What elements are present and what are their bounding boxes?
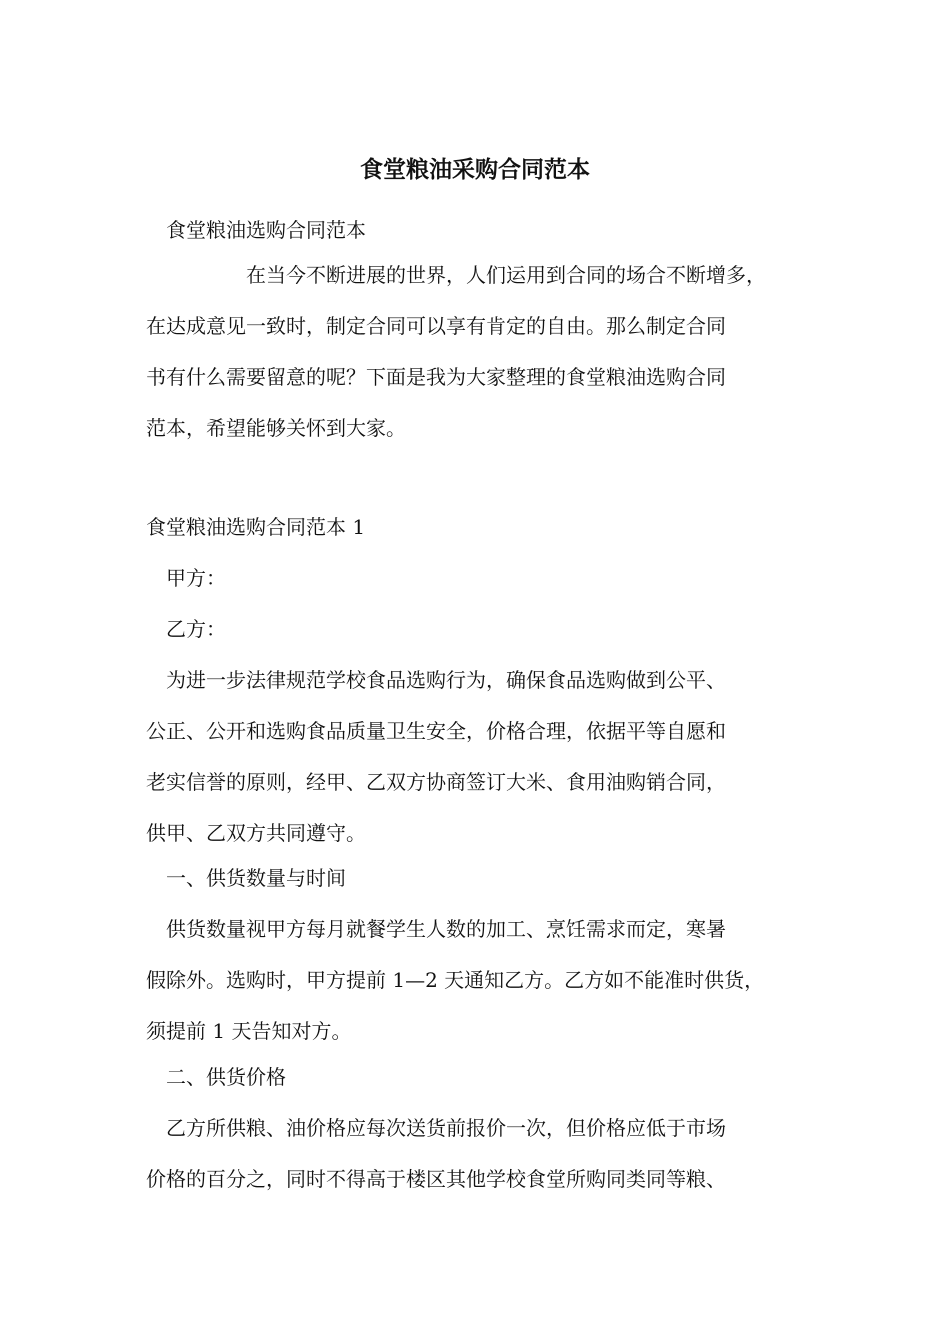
- clause-1-line-1: 供货数量视甲方每月就餐学生人数的加工、烹饪需求而定，寒暑: [166, 917, 726, 941]
- document-subtitle: 食堂粮油选购合同范本: [166, 218, 366, 242]
- preamble-line-3: 老实信誉的原则，经甲、乙双方协商签订大米、食用油购销合同，: [146, 770, 726, 794]
- clause-2-line-2: 价格的百分之，同时不得高于楼区其他学校食堂所购同类同等粮、: [146, 1167, 726, 1191]
- section-heading: 食堂粮油选购合同范本 1: [146, 515, 366, 539]
- clause-2-heading: 二、供货价格: [166, 1065, 286, 1089]
- intro-line-2: 在达成意见一致时，制定合同可以享有肯定的自由。那么制定合同: [146, 314, 726, 338]
- clause-1-heading: 一、供货数量与时间: [166, 866, 346, 890]
- clause-2-line-1: 乙方所供粮、油价格应每次送货前报价一次，但价格应低于市场: [166, 1116, 726, 1140]
- document-title: 食堂粮油采购合同范本: [360, 157, 590, 183]
- clause-1-line-3: 须提前 1 天告知对方。: [146, 1019, 352, 1043]
- clause-1-line-2: 假除外。选购时，甲方提前 1—2 天通知乙方。乙方如不能准时供货，: [146, 968, 765, 992]
- intro-line-3: 书有什么需要留意的呢？下面是我为大家整理的食堂粮油选购合同: [146, 365, 726, 389]
- preamble-line-4: 供甲、乙双方共同遵守。: [146, 821, 366, 845]
- party-b-label: 乙方：: [166, 617, 226, 641]
- intro-line-4: 范本，希望能够关怀到大家。: [146, 416, 406, 440]
- preamble-line-2: 公正、公开和选购食品质量卫生安全，价格合理，依据平等自愿和: [146, 719, 726, 743]
- preamble-line-1: 为进一步法律规范学校食品选购行为，确保食品选购做到公平、: [166, 668, 726, 692]
- party-a-label: 甲方：: [166, 566, 226, 590]
- intro-line-1: 在当今不断进展的世界，人们运用到合同的场合不断增多，: [246, 263, 766, 287]
